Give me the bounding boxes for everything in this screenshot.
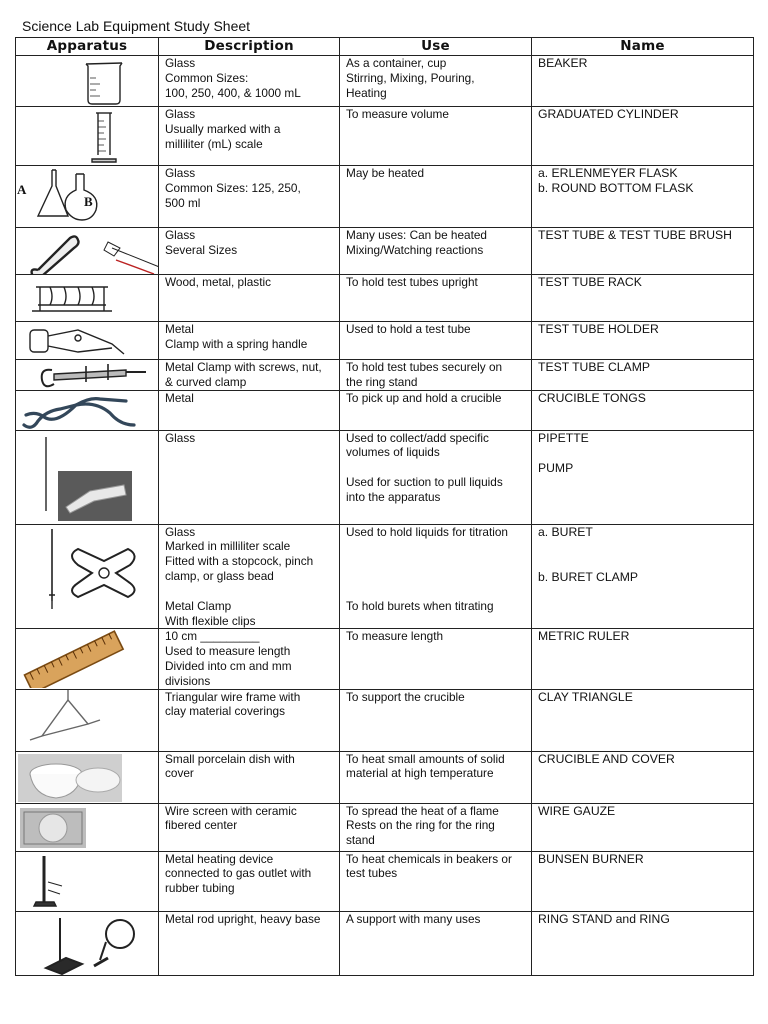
description-cell [159, 911, 340, 975]
table-row [16, 430, 754, 524]
use-line [340, 539, 531, 554]
use-line: To support the crucible [346, 689, 465, 704]
description-cell [159, 275, 340, 322]
use-line: into the apparatus [346, 489, 441, 504]
table-row [16, 689, 754, 751]
apparatus-cell [16, 390, 159, 430]
flask-label-a: A [17, 182, 27, 197]
equipment-name: RING STAND and RING [538, 911, 670, 926]
description-cell [159, 360, 340, 391]
apparatus-cell [16, 911, 159, 975]
description-line: cover [165, 766, 194, 781]
description-line: & curved clamp [165, 374, 247, 389]
use-line: To measure volume [346, 107, 449, 121]
description-line: Metal Clamp [165, 598, 232, 613]
name-cell [532, 911, 754, 975]
description-line: Glass [165, 228, 196, 242]
use-line: To spread the heat of a flame [346, 803, 499, 818]
use-line: Used to collect/add specific [346, 430, 489, 445]
use-line: the ring stand [346, 374, 418, 389]
apparatus-cell [16, 689, 159, 751]
table-row [16, 524, 754, 629]
header-name: Name [532, 38, 754, 56]
apparatus-cell [16, 360, 159, 391]
description-line: clay material coverings [165, 704, 285, 719]
use-cell [340, 228, 532, 275]
apparatus-cell [16, 56, 159, 107]
name-cell [532, 56, 754, 107]
use-line: May be heated [346, 166, 425, 180]
clay-triangle-icon [16, 690, 158, 751]
beaker-icon [16, 56, 158, 106]
name-cell [532, 275, 754, 322]
table-row [16, 629, 754, 689]
description-cell [159, 803, 340, 851]
description-line: Triangular wire frame with [165, 689, 301, 704]
description-line: Glass [165, 166, 196, 180]
use-cell [340, 107, 532, 166]
use-cell [340, 524, 532, 629]
use-cell [340, 166, 532, 228]
equipment-table [15, 37, 754, 976]
name-cell [532, 322, 754, 360]
crucible-tongs-icon [16, 391, 158, 430]
description-line: Small porcelain dish with [165, 751, 295, 766]
description-line: Metal heating device [165, 851, 274, 866]
use-cell [340, 322, 532, 360]
apparatus-cell [16, 524, 159, 629]
use-line: stand [346, 833, 375, 848]
description-line: Usually marked with a [165, 121, 281, 136]
equipment-name: a. BURET [538, 524, 593, 539]
use-cell [340, 751, 532, 803]
equipment-name: PUMP [538, 460, 574, 475]
equipment-name: METRIC RULER [538, 629, 630, 644]
name-cell [532, 689, 754, 751]
description-cell [159, 390, 340, 430]
equipment-name [532, 540, 753, 555]
equipment-name [532, 446, 753, 461]
equipment-name: CRUCIBLE AND COVER [538, 751, 675, 766]
name-cell [532, 166, 754, 228]
use-line: Stirring, Mixing, Pouring, [346, 70, 475, 85]
description-cell [159, 689, 340, 751]
use-line: To hold burets when titrating [346, 599, 494, 614]
use-cell [340, 430, 532, 524]
equipment-name: TEST TUBE CLAMP [538, 360, 650, 374]
test-tube-rack-icon [16, 275, 158, 321]
wire-gauze-icon [16, 804, 158, 851]
table-row [16, 751, 754, 803]
equipment-name: a. ERLENMEYER FLASK [538, 166, 678, 180]
apparatus-cell [16, 166, 159, 228]
table-row [16, 228, 754, 275]
description-cell [159, 166, 340, 228]
table-row [16, 803, 754, 851]
description-line: Glass [165, 56, 196, 70]
use-cell [340, 390, 532, 430]
description-line: Fitted with a stopcock, pinch [165, 554, 314, 569]
use-line: To heat small amounts of solid [346, 751, 505, 766]
description-cell [159, 524, 340, 629]
description-cell [159, 228, 340, 275]
description-line: Several Sizes [165, 242, 238, 257]
description-line: clamp, or glass bead [165, 568, 274, 583]
table-row [16, 166, 754, 228]
description-cell [159, 107, 340, 166]
table-row [16, 107, 754, 166]
apparatus-cell [16, 228, 159, 275]
description-line [159, 584, 339, 599]
apparatus-cell [16, 275, 159, 322]
name-cell [532, 390, 754, 430]
description-line: Metal [165, 322, 194, 336]
use-line: test tubes [346, 866, 398, 881]
use-line: To measure length [346, 629, 444, 644]
equipment-name: BEAKER [538, 56, 588, 70]
use-line: Used for suction to pull liquids [346, 475, 503, 490]
name-cell [532, 228, 754, 275]
name-cell [532, 803, 754, 851]
equipment-name: CLAY TRIANGLE [538, 689, 633, 704]
description-line: Clamp with a spring handle [165, 336, 308, 351]
description-line: Wood, metal, plastic [165, 275, 271, 289]
use-cell [340, 803, 532, 851]
use-cell [340, 275, 532, 322]
use-line: As a container, cup [346, 56, 447, 70]
equipment-name: TEST TUBE HOLDER [538, 322, 659, 336]
use-line [340, 584, 531, 599]
equipment-name: BUNSEN BURNER [538, 851, 644, 866]
apparatus-cell [16, 322, 159, 360]
description-line: 500 ml [165, 195, 201, 210]
use-line: Used to hold liquids for titration [346, 524, 508, 539]
description-line: With flexible clips [165, 613, 256, 628]
use-cell [340, 911, 532, 975]
use-line: To hold test tubes upright [346, 275, 478, 289]
table-row [16, 390, 754, 430]
description-line: Wire screen with ceramic [165, 803, 297, 818]
header-apparatus: Apparatus [16, 38, 159, 56]
use-cell [340, 689, 532, 751]
description-line: Used to measure length [165, 644, 291, 659]
name-cell [532, 430, 754, 524]
description-line: 10 cm _________ [165, 629, 260, 644]
table-row [16, 911, 754, 975]
description-line: connected to gas outlet with [165, 866, 312, 881]
description-cell [159, 56, 340, 107]
name-cell [532, 107, 754, 166]
equipment-name: PIPETTE [538, 430, 589, 445]
description-line: Divided into cm and mm [165, 658, 292, 673]
table-row [16, 322, 754, 360]
header-row [16, 38, 754, 56]
use-line: To pick up and hold a crucible [346, 390, 502, 405]
test-tube-holder-icon [16, 322, 158, 359]
use-line: volumes of liquids [346, 445, 440, 460]
description-cell [159, 322, 340, 360]
use-cell [340, 56, 532, 107]
pipette-pump-icon [16, 431, 158, 524]
table-row [16, 275, 754, 322]
use-cell [340, 629, 532, 689]
ring-stand-icon [16, 912, 158, 975]
use-line [340, 569, 531, 584]
description-line: rubber tubing [165, 881, 235, 896]
use-line: To heat chemicals in beakers or [346, 851, 512, 866]
use-line: Mixing/Watching reactions [346, 242, 484, 257]
apparatus-cell [16, 751, 159, 803]
use-line: Rests on the ring for the ring [346, 818, 495, 833]
crucible-cover-icon [16, 752, 158, 803]
use-line [340, 554, 531, 569]
use-line: material at high temperature [346, 766, 494, 781]
description-line: divisions [165, 673, 211, 688]
apparatus-cell [16, 430, 159, 524]
equipment-name: WIRE GAUZE [538, 803, 616, 818]
equipment-name: TEST TUBE RACK [538, 275, 642, 289]
apparatus-cell [16, 803, 159, 851]
description-line: Common Sizes: [165, 70, 249, 85]
apparatus-cell [16, 107, 159, 166]
name-cell [532, 360, 754, 391]
header-use: Use [340, 38, 532, 56]
header-description: Description [159, 38, 340, 56]
use-cell [340, 360, 532, 391]
description-line: Glass [165, 524, 196, 539]
description-line: Metal [165, 390, 194, 405]
buret-clamp-icon [16, 525, 158, 628]
name-cell [532, 524, 754, 629]
description-cell [159, 751, 340, 803]
description-cell [159, 851, 340, 911]
equipment-name: TEST TUBE & TEST TUBE BRUSH [538, 228, 732, 242]
table-row [16, 360, 754, 391]
description-line: Metal rod upright, heavy base [165, 911, 321, 926]
table-row [16, 851, 754, 911]
apparatus-cell [16, 629, 159, 689]
name-cell [532, 751, 754, 803]
equipment-name [532, 555, 753, 570]
description-line: Metal Clamp with screws, nut, [165, 360, 322, 374]
description-cell [159, 430, 340, 524]
description-cell [159, 629, 340, 689]
description-line: 100, 250, 400, & 1000 mL [165, 85, 301, 100]
test-tube-clamp-icon [16, 360, 158, 389]
flasks-icon [16, 166, 158, 227]
description-line: Glass [165, 430, 196, 445]
description-line: Glass [165, 107, 196, 121]
metric-ruler-icon [16, 629, 158, 688]
use-cell [340, 851, 532, 911]
use-line: Many uses: Can be heated [346, 228, 487, 242]
name-cell [532, 629, 754, 689]
equipment-name: b. BURET CLAMP [538, 569, 639, 584]
use-line [340, 460, 531, 475]
test-tube-brush-icon [16, 228, 158, 274]
name-cell [532, 851, 754, 911]
flask-label-b: B [84, 194, 93, 209]
use-line: A support with many uses [346, 911, 481, 926]
description-line: fibered center [165, 818, 238, 833]
bunsen-burner-icon [16, 852, 158, 911]
apparatus-cell [16, 851, 159, 911]
page-title: Science Lab Equipment Study Sheet [22, 18, 251, 34]
description-line: milliliter (mL) scale [165, 136, 263, 151]
table-row [16, 56, 754, 107]
use-line: Used to hold a test tube [346, 322, 471, 336]
use-line: Heating [346, 85, 387, 100]
equipment-name: b. ROUND BOTTOM FLASK [538, 181, 694, 195]
use-line: To hold test tubes securely on [346, 360, 503, 374]
equipment-name: CRUCIBLE TONGS [538, 390, 646, 405]
description-line: Common Sizes: 125, 250, [165, 180, 301, 195]
graduated-cylinder-icon [16, 107, 158, 165]
equipment-name: GRADUATED CYLINDER [538, 107, 679, 121]
description-line: Marked in milliliter scale [165, 539, 291, 554]
